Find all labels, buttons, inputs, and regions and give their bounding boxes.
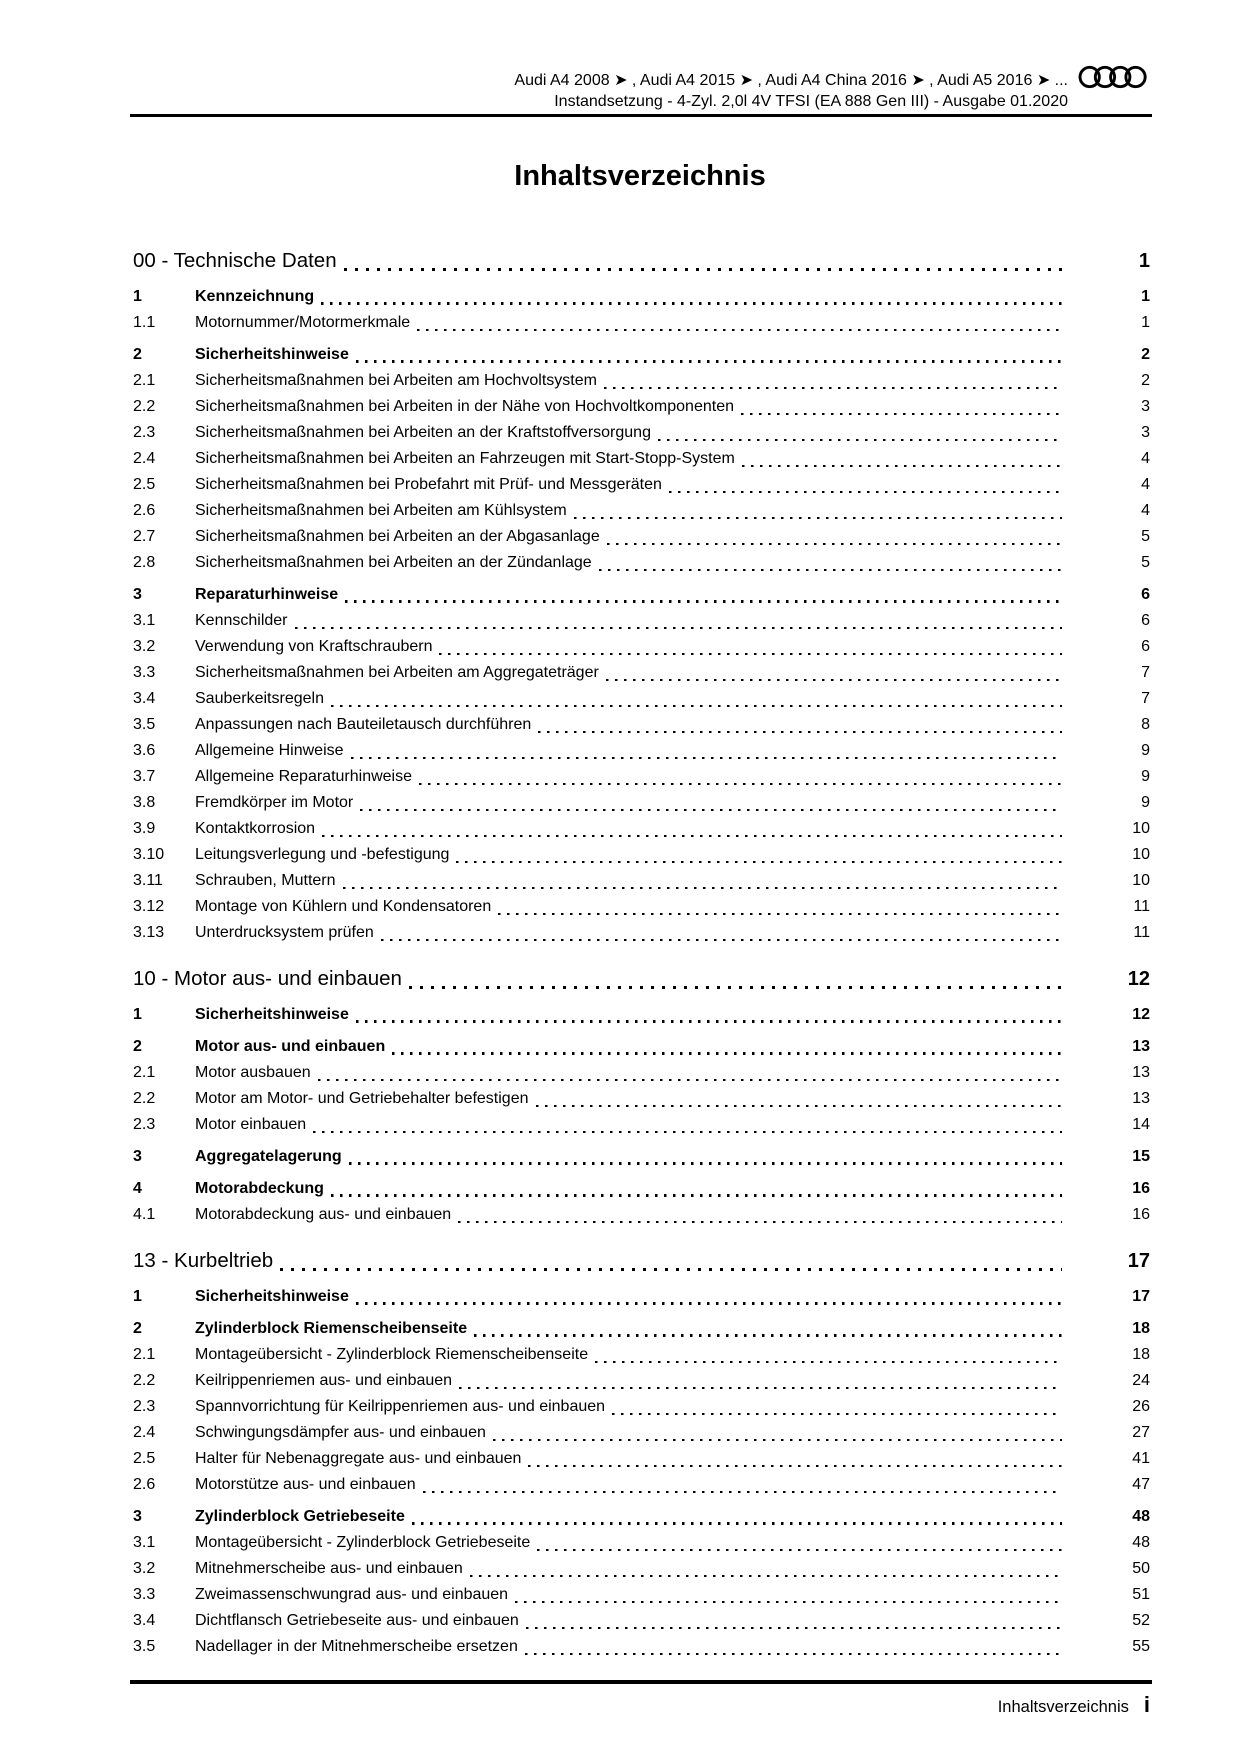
toc-entry-title: Spannvorrichtung für Keilrippenriemen aus- und einbauen (195, 1398, 606, 1415)
toc-entry-number: 3.11 (133, 872, 163, 889)
toc-entry-page: 10 (1132, 872, 1150, 889)
toc-entry-title: Sicherheitsmaßnahmen bei Arbeiten an der Kraftstoffversorgung (195, 424, 651, 441)
dot-leader-icon (360, 809, 1062, 811)
dot-leader-icon (658, 439, 1062, 441)
toc-entry-page: 48 (1132, 1534, 1150, 1551)
dot-leader-icon (498, 913, 1062, 915)
toc-entry-subsection[interactable] (133, 1556, 1150, 1582)
toc-entry-number: 3.5 (133, 716, 156, 733)
dot-leader-icon (607, 543, 1062, 545)
toc-entry-page: 5 (1141, 554, 1150, 571)
toc-entry-title: Motor aus- und einbauen (195, 1038, 386, 1055)
dot-leader-icon (493, 1439, 1062, 1441)
toc-entry-number: 3.1 (133, 612, 156, 629)
toc-entry-page: 24 (1132, 1372, 1150, 1389)
toc-entry-section[interactable] (133, 1002, 1150, 1028)
toc-entry-subsection[interactable] (133, 1608, 1150, 1634)
toc-entry-title: 10 - Motor aus- und einbauen (133, 967, 402, 990)
toc-entry-number: 3.4 (133, 690, 156, 707)
toc-entry-section[interactable] (133, 284, 1150, 310)
toc-entry-subsection[interactable] (133, 738, 1150, 764)
dot-leader-icon (525, 1653, 1062, 1655)
toc-entry-title: Zweimassenschwungrad aus- und einbauen (195, 1586, 509, 1603)
toc-entry-number: 2.6 (133, 1476, 156, 1493)
toc-entry-page: 12 (1127, 968, 1150, 990)
page-footer (998, 1692, 1150, 1718)
toc-entry-subsection[interactable] (133, 894, 1150, 920)
toc-entry-subsection[interactable] (133, 1368, 1150, 1394)
toc-entry-number: 2.5 (133, 476, 156, 493)
toc-entry-title: Sicherheitshinweise (195, 1006, 349, 1023)
toc-entry-subsection[interactable] (133, 1530, 1150, 1556)
dot-leader-icon (574, 517, 1062, 519)
toc-entry-page: 18 (1132, 1346, 1150, 1363)
toc-entry-page: 8 (1141, 716, 1150, 733)
toc-entry-subsection[interactable] (133, 1342, 1150, 1368)
toc-entry-title: Leitungsverlegung und -befestigung (195, 846, 450, 863)
header-subtitle-line: Instandsetzung - 4-Zyl. 2,0l 4V TFSI (EA 888 Gen III) - Ausgabe 01.2020 (554, 93, 1068, 110)
toc-entry-page: 4 (1141, 502, 1150, 519)
toc-entry-number: 2.2 (133, 1372, 156, 1389)
toc-entry-page: 16 (1132, 1180, 1150, 1197)
toc-entry-page: 17 (1127, 1250, 1150, 1272)
toc-entry-subsection[interactable] (133, 1394, 1150, 1420)
dot-leader-icon (515, 1601, 1062, 1603)
toc-entry-subsection[interactable] (133, 310, 1150, 336)
toc-entry-page: 51 (1132, 1586, 1150, 1603)
toc-entry-title: Dichtflansch Getriebeseite aus- und einbauen (195, 1612, 519, 1629)
dot-leader-icon (409, 986, 1062, 989)
footer-divider (130, 1680, 1152, 1684)
toc-entry-number: 1.1 (133, 314, 156, 331)
toc-entry-title: Nadellager in der Mitnehmerscheibe ersetzen (195, 1638, 518, 1655)
dot-leader-icon (345, 600, 1062, 603)
toc-entry-number: 2.8 (133, 554, 156, 571)
toc-entry-page: 7 (1141, 690, 1150, 707)
toc-entry-page: 4 (1141, 476, 1150, 493)
toc-entry-title: Allgemeine Reparaturhinweise (195, 768, 413, 785)
page-header (514, 70, 1068, 112)
toc-entry-title: Zylinderblock Riemenscheibenseite (195, 1320, 468, 1337)
toc-entry-page: 15 (1132, 1148, 1150, 1165)
toc-entry-subsection[interactable] (133, 1420, 1150, 1446)
toc-entry-page: 13 (1132, 1064, 1150, 1081)
dot-leader-icon (356, 360, 1062, 363)
toc-entry-subsection[interactable] (133, 524, 1150, 550)
toc-entry-number: 2.1 (133, 1346, 156, 1363)
dot-leader-icon (318, 1079, 1062, 1081)
dot-leader-icon (392, 1052, 1062, 1055)
toc-entry-page: 26 (1132, 1398, 1150, 1415)
dot-leader-icon (456, 861, 1062, 863)
toc-entry-number: 2.4 (133, 1424, 156, 1441)
toc-entry-number: 3 (133, 1508, 142, 1525)
toc-entry-title: Sicherheitsmaßnahmen bei Arbeiten in der Nähe von Hochvoltkomponenten (195, 398, 734, 415)
toc-entry-title: Schrauben, Muttern (195, 872, 336, 889)
toc-entry-title: Sicherheitsmaßnahmen bei Arbeiten an der Zündanlage (195, 554, 592, 571)
toc-entry-section[interactable] (133, 1504, 1150, 1530)
toc-entry-subsection[interactable] (133, 550, 1150, 576)
dot-leader-icon (595, 1361, 1062, 1363)
toc-entry-page: 5 (1141, 528, 1150, 545)
dot-leader-icon (321, 302, 1062, 305)
toc-entry-section[interactable] (133, 1144, 1150, 1170)
toc-entry-number: 3.8 (133, 794, 156, 811)
dot-leader-icon (538, 731, 1062, 733)
toc-entry-number: 2.2 (133, 398, 156, 415)
toc-entry-page: 4 (1141, 450, 1150, 467)
dot-leader-icon (331, 705, 1062, 707)
toc-entry-number: 2 (133, 1038, 142, 1055)
toc-entry-subsection[interactable] (133, 790, 1150, 816)
toc-list (133, 244, 1150, 1660)
toc-entry-title: Motorabdeckung aus- und einbauen (195, 1206, 452, 1223)
toc-entry-number: 3.7 (133, 768, 156, 785)
dot-leader-icon (313, 1131, 1062, 1133)
toc-entry-title: Schwingungsdämpfer aus- und einbauen (195, 1424, 486, 1441)
toc-entry-number: 3.10 (133, 846, 165, 863)
toc-entry-chapter[interactable] (133, 962, 1150, 996)
toc-entry-title: Zylinderblock Getriebeseite (195, 1508, 405, 1525)
toc-entry-page: 6 (1141, 612, 1150, 629)
dot-leader-icon (439, 653, 1062, 655)
dot-leader-icon (417, 329, 1062, 331)
toc-entry-title: Aggregatelagerung (195, 1148, 342, 1165)
toc-entry-page: 10 (1132, 820, 1150, 837)
toc-entry-subsection[interactable] (133, 764, 1150, 790)
dot-leader-icon (295, 627, 1063, 629)
toc-entry-title: Verwendung von Kraftschraubern (195, 638, 433, 655)
footer-page-number: i (1143, 1692, 1150, 1717)
dot-leader-icon (322, 835, 1062, 837)
toc-entry-page: 6 (1141, 638, 1150, 655)
toc-entry-number: 4.1 (133, 1206, 156, 1223)
dot-leader-icon (536, 1105, 1063, 1107)
toc-entry-subsection[interactable] (133, 712, 1150, 738)
toc-entry-subsection[interactable] (133, 920, 1150, 946)
toc-entry-title: Sicherheitsmaßnahmen bei Probefahrt mit Prüf- und Messgeräten (195, 476, 662, 493)
dot-leader-icon (423, 1491, 1062, 1493)
toc-entry-subsection[interactable] (133, 368, 1150, 394)
toc-entry-page: 3 (1141, 424, 1150, 441)
toc-entry-subsection[interactable] (133, 1086, 1150, 1112)
toc-entry-page: 16 (1132, 1206, 1150, 1223)
toc-entry-page: 2 (1141, 372, 1150, 389)
toc-entry-number: 3.9 (133, 820, 156, 837)
toc-entry-title: Motor einbauen (195, 1116, 307, 1133)
toc-entry-number: 3 (133, 1148, 142, 1165)
toc-entry-section[interactable] (133, 1176, 1150, 1202)
toc-entry-number: 4 (133, 1180, 142, 1197)
toc-entry-subsection[interactable] (133, 842, 1150, 868)
toc-entry-page: 11 (1133, 898, 1150, 915)
toc-entry-subsection[interactable] (133, 1112, 1150, 1138)
toc-entry-title: 13 - Kurbeltrieb (133, 1249, 274, 1272)
page-title: Inhaltsverzeichnis (514, 160, 766, 192)
toc-entry-title: Sicherheitsmaßnahmen bei Arbeiten an Fahrzeugen mit Start-Stopp-System (195, 450, 735, 467)
toc-entry-number: 3.4 (133, 1612, 156, 1629)
toc-entry-number: 3.12 (133, 898, 165, 915)
toc-entry-chapter[interactable] (133, 1244, 1150, 1278)
toc-entry-title: Kontaktkorrosion (195, 820, 316, 837)
toc-entry-page: 48 (1132, 1508, 1150, 1525)
toc-entry-chapter[interactable] (133, 244, 1150, 278)
toc-entry-subsection[interactable] (133, 1446, 1150, 1472)
toc-entry-number: 2 (133, 1320, 142, 1337)
toc-entry-number: 3.13 (133, 924, 165, 941)
dot-leader-icon (356, 1020, 1062, 1023)
toc-entry-page: 17 (1132, 1288, 1150, 1305)
dot-leader-icon (351, 757, 1062, 759)
toc-entry-number: 2.4 (133, 450, 156, 467)
toc-entry-title: Motorstütze aus- und einbauen (195, 1476, 416, 1493)
toc-entry-subsection[interactable] (133, 420, 1150, 446)
toc-entry-number: 2.2 (133, 1090, 156, 1107)
toc-entry-title: Motornummer/Motormerkmale (195, 314, 411, 331)
toc-entry-title: Montageübersicht - Zylinderblock Getriebeseite (195, 1534, 531, 1551)
toc-entry-number: 2.3 (133, 424, 156, 441)
toc-entry-subsection[interactable] (133, 608, 1150, 634)
toc-entry-title: Montageübersicht - Zylinderblock Riemenscheibenseite (195, 1346, 589, 1363)
toc-entry-number: 2 (133, 346, 142, 363)
toc-entry-page: 27 (1132, 1424, 1150, 1441)
toc-entry-number: 3 (133, 586, 142, 603)
toc-entry-number: 2.3 (133, 1116, 156, 1133)
dot-leader-icon (331, 1194, 1062, 1197)
dot-leader-icon (470, 1575, 1062, 1577)
toc-entry-subsection[interactable] (133, 394, 1150, 420)
toc-entry-page: 9 (1141, 768, 1150, 785)
toc-entry-subsection[interactable] (133, 1060, 1150, 1086)
toc-entry-page: 2 (1141, 346, 1150, 363)
toc-entry-number: 3.1 (133, 1534, 156, 1551)
dot-leader-icon (381, 939, 1062, 941)
toc-entry-title: Sicherheitshinweise (195, 346, 349, 363)
toc-entry-title: Montage von Kühlern und Kondensatoren (195, 898, 492, 915)
toc-entry-section[interactable] (133, 582, 1150, 608)
dot-leader-icon (612, 1413, 1062, 1415)
toc-entry-title: Kennschilder (195, 612, 288, 629)
toc-entry-number: 2.6 (133, 502, 156, 519)
toc-entry-page: 9 (1141, 794, 1150, 811)
toc-entry-section[interactable] (133, 1316, 1150, 1342)
footer-section-label: Inhaltsverzeichnis (997, 1698, 1129, 1716)
toc-entry-page: 11 (1133, 924, 1150, 941)
toc-entry-title: Anpassungen nach Bauteiletausch durchführen (195, 716, 532, 733)
toc-entry-page: 1 (1141, 288, 1150, 305)
dot-leader-icon (599, 569, 1062, 571)
toc-entry-title: Halter für Nebenaggregate aus- und einbauen (195, 1450, 522, 1467)
toc-entry-number: 3.6 (133, 742, 156, 759)
toc-entry-page: 1 (1138, 250, 1150, 272)
toc-entry-section[interactable] (133, 342, 1150, 368)
toc-entry-subsection[interactable] (133, 868, 1150, 894)
dot-leader-icon (741, 413, 1062, 415)
toc-entry-number: 2.5 (133, 1450, 156, 1467)
toc-entry-page: 52 (1132, 1612, 1150, 1629)
dot-leader-icon (669, 491, 1062, 493)
dot-leader-icon (537, 1549, 1062, 1551)
toc-entry-section[interactable] (133, 1284, 1150, 1310)
toc-entry-number: 2.7 (133, 528, 156, 545)
dot-leader-icon (528, 1465, 1062, 1467)
dot-leader-icon (604, 387, 1062, 389)
toc-entry-title: Keilrippenriemen aus- und einbauen (195, 1372, 453, 1389)
toc-entry-number: 2.1 (133, 1064, 156, 1081)
dot-leader-icon (356, 1302, 1062, 1305)
dot-leader-icon (344, 268, 1062, 271)
toc-entry-title: Allgemeine Hinweise (195, 742, 344, 759)
toc-entry-title: Motor am Motor- und Getriebehalter befestigen (195, 1090, 529, 1107)
toc-entry-page: 9 (1141, 742, 1150, 759)
toc-entry-page: 14 (1132, 1116, 1150, 1133)
dot-leader-icon (343, 887, 1062, 889)
toc-entry-subsection[interactable] (133, 1472, 1150, 1498)
toc-entry-page: 18 (1132, 1320, 1150, 1337)
toc-entry-page: 13 (1132, 1038, 1150, 1055)
toc-entry-number: 3.2 (133, 1560, 156, 1577)
toc-entry-page: 6 (1141, 586, 1150, 603)
toc-entry-title: Motorabdeckung (195, 1180, 324, 1197)
toc-entry-title: 00 - Technische Daten (133, 249, 337, 272)
toc-entry-section[interactable] (133, 1034, 1150, 1060)
toc-entry-number: 3.3 (133, 1586, 156, 1603)
toc-entry-page: 55 (1132, 1638, 1150, 1655)
toc-entry-number: 3.2 (133, 638, 156, 655)
toc-entry-title: Sicherheitshinweise (195, 1288, 349, 1305)
toc-entry-page: 3 (1141, 398, 1150, 415)
toc-entry-page: 13 (1132, 1090, 1150, 1107)
toc-entry-title: Reparaturhinweise (195, 586, 339, 603)
toc-entry-subsection[interactable] (133, 498, 1150, 524)
toc-entry-page: 1 (1141, 314, 1150, 331)
toc-entry-number: 3.3 (133, 664, 156, 681)
dot-leader-icon (742, 465, 1062, 467)
toc-entry-number: 3.5 (133, 1638, 156, 1655)
header-models-line: Audi A4 2008 ➤ , Audi A4 2015 ➤ , Audi A4 China 2016 ➤ , Audi A5 2016 ➤ ... (514, 72, 1068, 89)
dot-leader-icon (459, 1387, 1062, 1389)
toc-entry-subsection[interactable] (133, 686, 1150, 712)
toc-entry-page: 12 (1132, 1006, 1150, 1023)
toc-entry-subsection[interactable] (133, 660, 1150, 686)
toc-entry-page: 7 (1141, 664, 1150, 681)
toc-entry-title: Kennzeichnung (195, 288, 315, 305)
toc-entry-subsection[interactable] (133, 816, 1150, 842)
toc-entry-subsection[interactable] (133, 634, 1150, 660)
toc-entry-number: 1 (133, 1006, 142, 1023)
audi-rings-icon (1078, 62, 1148, 92)
toc-entry-number: 1 (133, 288, 142, 305)
toc-entry-number: 2.1 (133, 372, 156, 389)
toc-entry-page: 50 (1132, 1560, 1150, 1577)
toc-entry-subsection[interactable] (133, 1202, 1150, 1228)
dot-leader-icon (606, 679, 1062, 681)
toc-entry-title: Sicherheitsmaßnahmen bei Arbeiten an der Abgasanlage (195, 528, 600, 545)
toc-entry-title: Sauberkeitsregeln (195, 690, 324, 707)
dot-leader-icon (419, 783, 1062, 785)
dot-leader-icon (458, 1221, 1062, 1223)
toc-entry-page: 41 (1132, 1450, 1150, 1467)
toc-entry-page: 47 (1132, 1476, 1150, 1493)
toc-entry-subsection[interactable] (133, 472, 1150, 498)
toc-entry-number: 1 (133, 1288, 142, 1305)
toc-entry-title: Unterdrucksystem prüfen (195, 924, 374, 941)
toc-entry-title: Mitnehmerscheibe aus- und einbauen (195, 1560, 463, 1577)
toc-entry-title: Sicherheitsmaßnahmen bei Arbeiten am Kühlsystem (195, 502, 567, 519)
toc-entry-title: Sicherheitsmaßnahmen bei Arbeiten am Aggregateträger (195, 664, 599, 681)
dot-leader-icon (280, 1268, 1062, 1271)
toc-entry-title: Fremdkörper im Motor (195, 794, 354, 811)
dot-leader-icon (526, 1627, 1062, 1629)
dot-leader-icon (474, 1334, 1062, 1337)
toc-entry-subsection[interactable] (133, 1582, 1150, 1608)
toc-entry-page: 10 (1132, 846, 1150, 863)
dot-leader-icon (349, 1162, 1062, 1165)
toc-entry-subsection[interactable] (133, 1634, 1150, 1660)
header-divider (130, 114, 1152, 117)
dot-leader-icon (412, 1522, 1062, 1525)
toc-entry-title: Motor ausbauen (195, 1064, 311, 1081)
toc-entry-subsection[interactable] (133, 446, 1150, 472)
toc-entry-number: 2.3 (133, 1398, 156, 1415)
toc-entry-title: Sicherheitsmaßnahmen bei Arbeiten am Hochvoltsystem (195, 372, 597, 389)
